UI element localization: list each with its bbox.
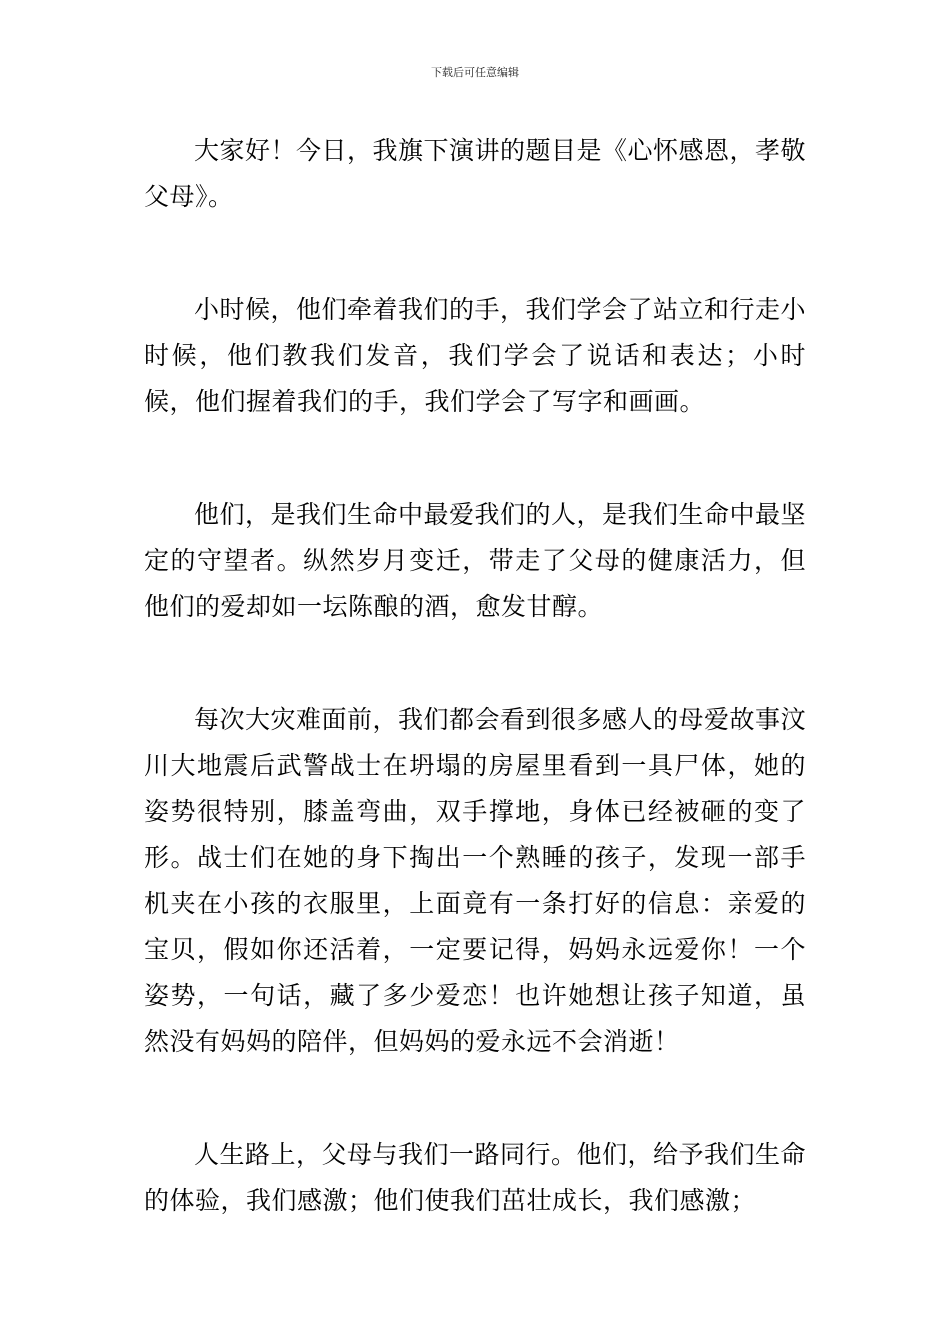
page-header: 下载后可任意编辑: [431, 66, 519, 79]
paragraph-life-journey: 人生路上，父母与我们一路同行。他们，给予我们生命的体验，我们感激；他们使我们茁壮成长，我们感激；: [144, 1140, 807, 1215]
paragraph-greeting: 大家好！今日，我旗下演讲的题目是《心怀感恩，孝敬父母》。: [144, 136, 807, 211]
paragraph-earthquake-story: 每次大灾难面前，我们都会看到很多感人的母爱故事汶川大地震后武警战士在坍塌的房屋里看到一具尸体，她的姿势很特别，膝盖弯曲，双手撑地，身体已经被砸的变了形。战士们在她的身下掏出一个熟睡的孩子，发现一部手机夹在小孩的衣服里，上面竟有一条打好的信息：亲爱的宝贝，假如你还活着，一定要记得，妈妈永远爱你！一个姿势，一句话，藏了多少爱恋！也许她想让孩子知道，虽然没有妈妈的陪伴，但妈妈的爱永远不会消逝！: [144, 705, 807, 1056]
paragraph-guardians: 他们，是我们生命中最爱我们的人，是我们生命中最坚定的守望者。纵然岁月变迁，带走了父母的健康活力，但他们的爱却如一坛陈酿的酒，愈发甘醇。: [144, 500, 807, 621]
paragraph-childhood: 小时候，他们牵着我们的手，我们学会了站立和行走小时候，他们教我们发音，我们学会了说话和表达；小时候，他们握着我们的手，我们学会了写字和画画。: [144, 295, 807, 416]
document-body: [144, 128, 806, 1224]
